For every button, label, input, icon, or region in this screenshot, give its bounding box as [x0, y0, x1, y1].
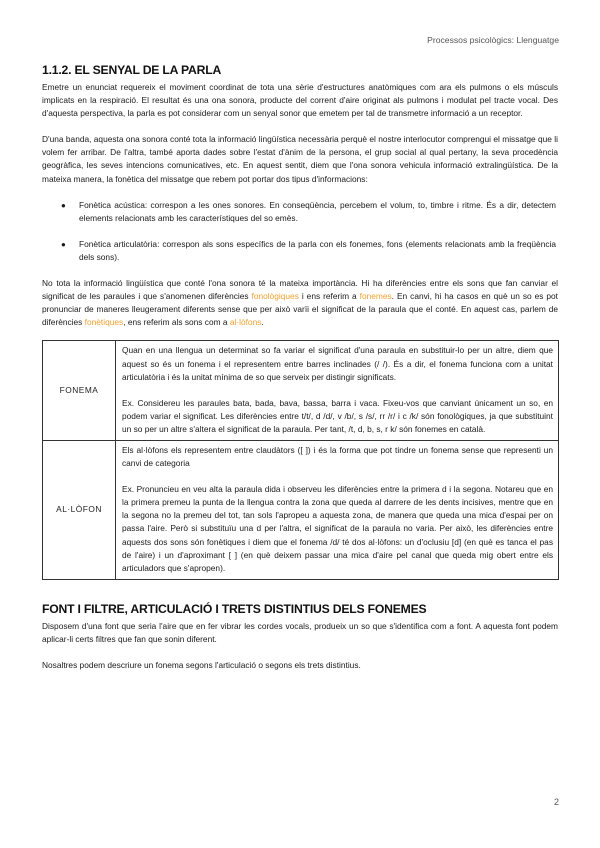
- section-title: 1.1.2. EL SENYAL DE LA PARLA: [42, 63, 222, 77]
- term-cell: AL·LÒFON: [43, 440, 116, 579]
- highlight-term: al·lòfons: [229, 317, 262, 328]
- text-run: No tota la informació lingüística que conté l'ona sonora té la mateixa importància. Hi ha diferències entre els sons que fan canviar el significat de les paraules i que s'anomenen diferències: [42, 278, 558, 302]
- bullet-icon: ●: [61, 239, 66, 249]
- paragraph: Disposem d'una font que seria l'aire que en fer vibrar les cordes vocals, produeix un so que s'identifica com a font. A aquesta font podem aplicar-li certs filtres que fan que sonin diferent.: [42, 620, 558, 644]
- definition-cell: [116, 440, 559, 579]
- bullet-icon: ●: [61, 200, 66, 210]
- text-run: . En canvi, hi ha casos en què un so es pot pronunciar de maneres lleugerament diferents sense que per això varïi el significat de la paraula que el conté. En aquest cas, parlem de diferències: [42, 291, 558, 328]
- example-paragraph: Ex. Pronuncieu en veu alta la paraula dida i observeu les diferències entre la primera d i la segona. Notareu que en la primera premeu la punta de la llengua contra la zona que queda al darrere de les dents incisives, mentre que en la segona no la premeu del tot, tan sols l'apropeu a aquesta zona, de manera que queda una mica d'espai per on passa l'aire. Però si substituïu una d per l'altra, el significat de la paraula no varia. Per això, les diferències entre aquests dos sons són fonètiques i diem que el fonema /d/ té dos al·lòfons: un d'oclusiu [d] (en què es tanca el pas de l'aire) i un d'aproximant [ ] (en què deixem passar una mica d'aire pel canal que queda mig obert entre els articuladors que s'apropen).: [122, 484, 553, 573]
- list-item: [42, 199, 558, 225]
- definition-cell: [116, 341, 559, 441]
- paragraph: Nosaltres podem descriure un fonema segons l'articulació o segons els trets distintius.: [42, 660, 361, 670]
- bullet-list: [42, 199, 558, 264]
- highlight-term: fonològiques: [251, 291, 299, 302]
- list-item: [42, 238, 558, 264]
- text-run: , ens referim als sons com a: [123, 317, 230, 328]
- highlight-term: fonemes: [359, 291, 392, 302]
- text-run: .: [261, 317, 264, 328]
- paragraph: D'una banda, aquesta ona sonora conté tota la informació lingüística necessària perquè el nostre interlocutor comprengui el missatge que li volem fer arribar. De l'altra, també aporta dades sobre l'estat d'ànim de la persona, el grup social al qual pertany, la seva procedència geogràfica, les seves intencions comunicatives, etc. En aquest sentit, diem que l'ona sonora vehicula informació extralingüística. De la mateixa manera, la fonètica del missatge que rebem pot portar dos tipus d'informacions:: [42, 134, 558, 184]
- example-paragraph: Ex. Considereu les paraules bata, bada, bava, bassa, barra i vaca. Fixeu-vos que canviant únicament un so, en podem variar el significat. Les diferències entre t/t/, d /d/, v /b/, s /s/, rr /r/ i c /k/ són fonològiques, ja que substituint un so per un altre s'altera el significat de la paraula. Per tant, /t, d, b, s, r k/ són fonemes en català.: [122, 397, 553, 434]
- page-number: 2: [553, 797, 559, 807]
- paragraph: Emetre un enunciat requereix el moviment coordinat de tota una sèrie d'estructures anatòmiques com ara els pulmons o els músculs implicats en la respiració. El resultat és una ona sonora, producte del corrent d'aire originat als pulmons i modulat pel tracte vocal. Des d'aquesta perspectiva, la parla es pot considerar com un senyal sonor que emetem per tal de transmetre informació a un receptor.: [42, 82, 558, 119]
- text-run: i ens referim a: [298, 291, 360, 302]
- running-header: Processos psicològics: Llenguatge: [427, 35, 559, 45]
- section-title: FONT I FILTRE, ARTICULACIÓ I TRETS DISTINTIUS DELS FONEMES: [42, 601, 427, 616]
- highlight-term: fonètiques: [84, 317, 124, 328]
- page-content: [42, 63, 558, 672]
- definition-paragraph: Els al·lòfons els representem entre claudàtors ([ ]) i és la forma que pot tindre un fonema sense que representi un canvi de categoria: [122, 444, 553, 469]
- table-row: [43, 440, 559, 579]
- list-item-text: Fonètica acústica: correspon a les ones sonores. En conseqüència, percebem el volum, to, timbre i ritme. És a dir, detectem elements relacionats amb les característiques del so emès.: [79, 199, 556, 223]
- definition-paragraph: Quan en una llengua un determinat so fa variar el significat d'una paraula en substituir-lo per un altre, diem que aquest so és un fonema i el representem entre barres inclinades (/ /). És a dir, el fonema funciona com a unitat articulatòria i és la unitat mínima de so que serveix per distingir significats.: [122, 345, 553, 382]
- term-cell: FONEMA: [43, 341, 116, 441]
- paragraph: [42, 277, 558, 329]
- concepts-table: [42, 340, 559, 579]
- list-item-text: Fonètica articulatòria: correspon als sons específics de la parla con els fonemes, fons (elements relacionats amb la freqüència dels sons).: [79, 238, 556, 262]
- table-row: [43, 341, 559, 441]
